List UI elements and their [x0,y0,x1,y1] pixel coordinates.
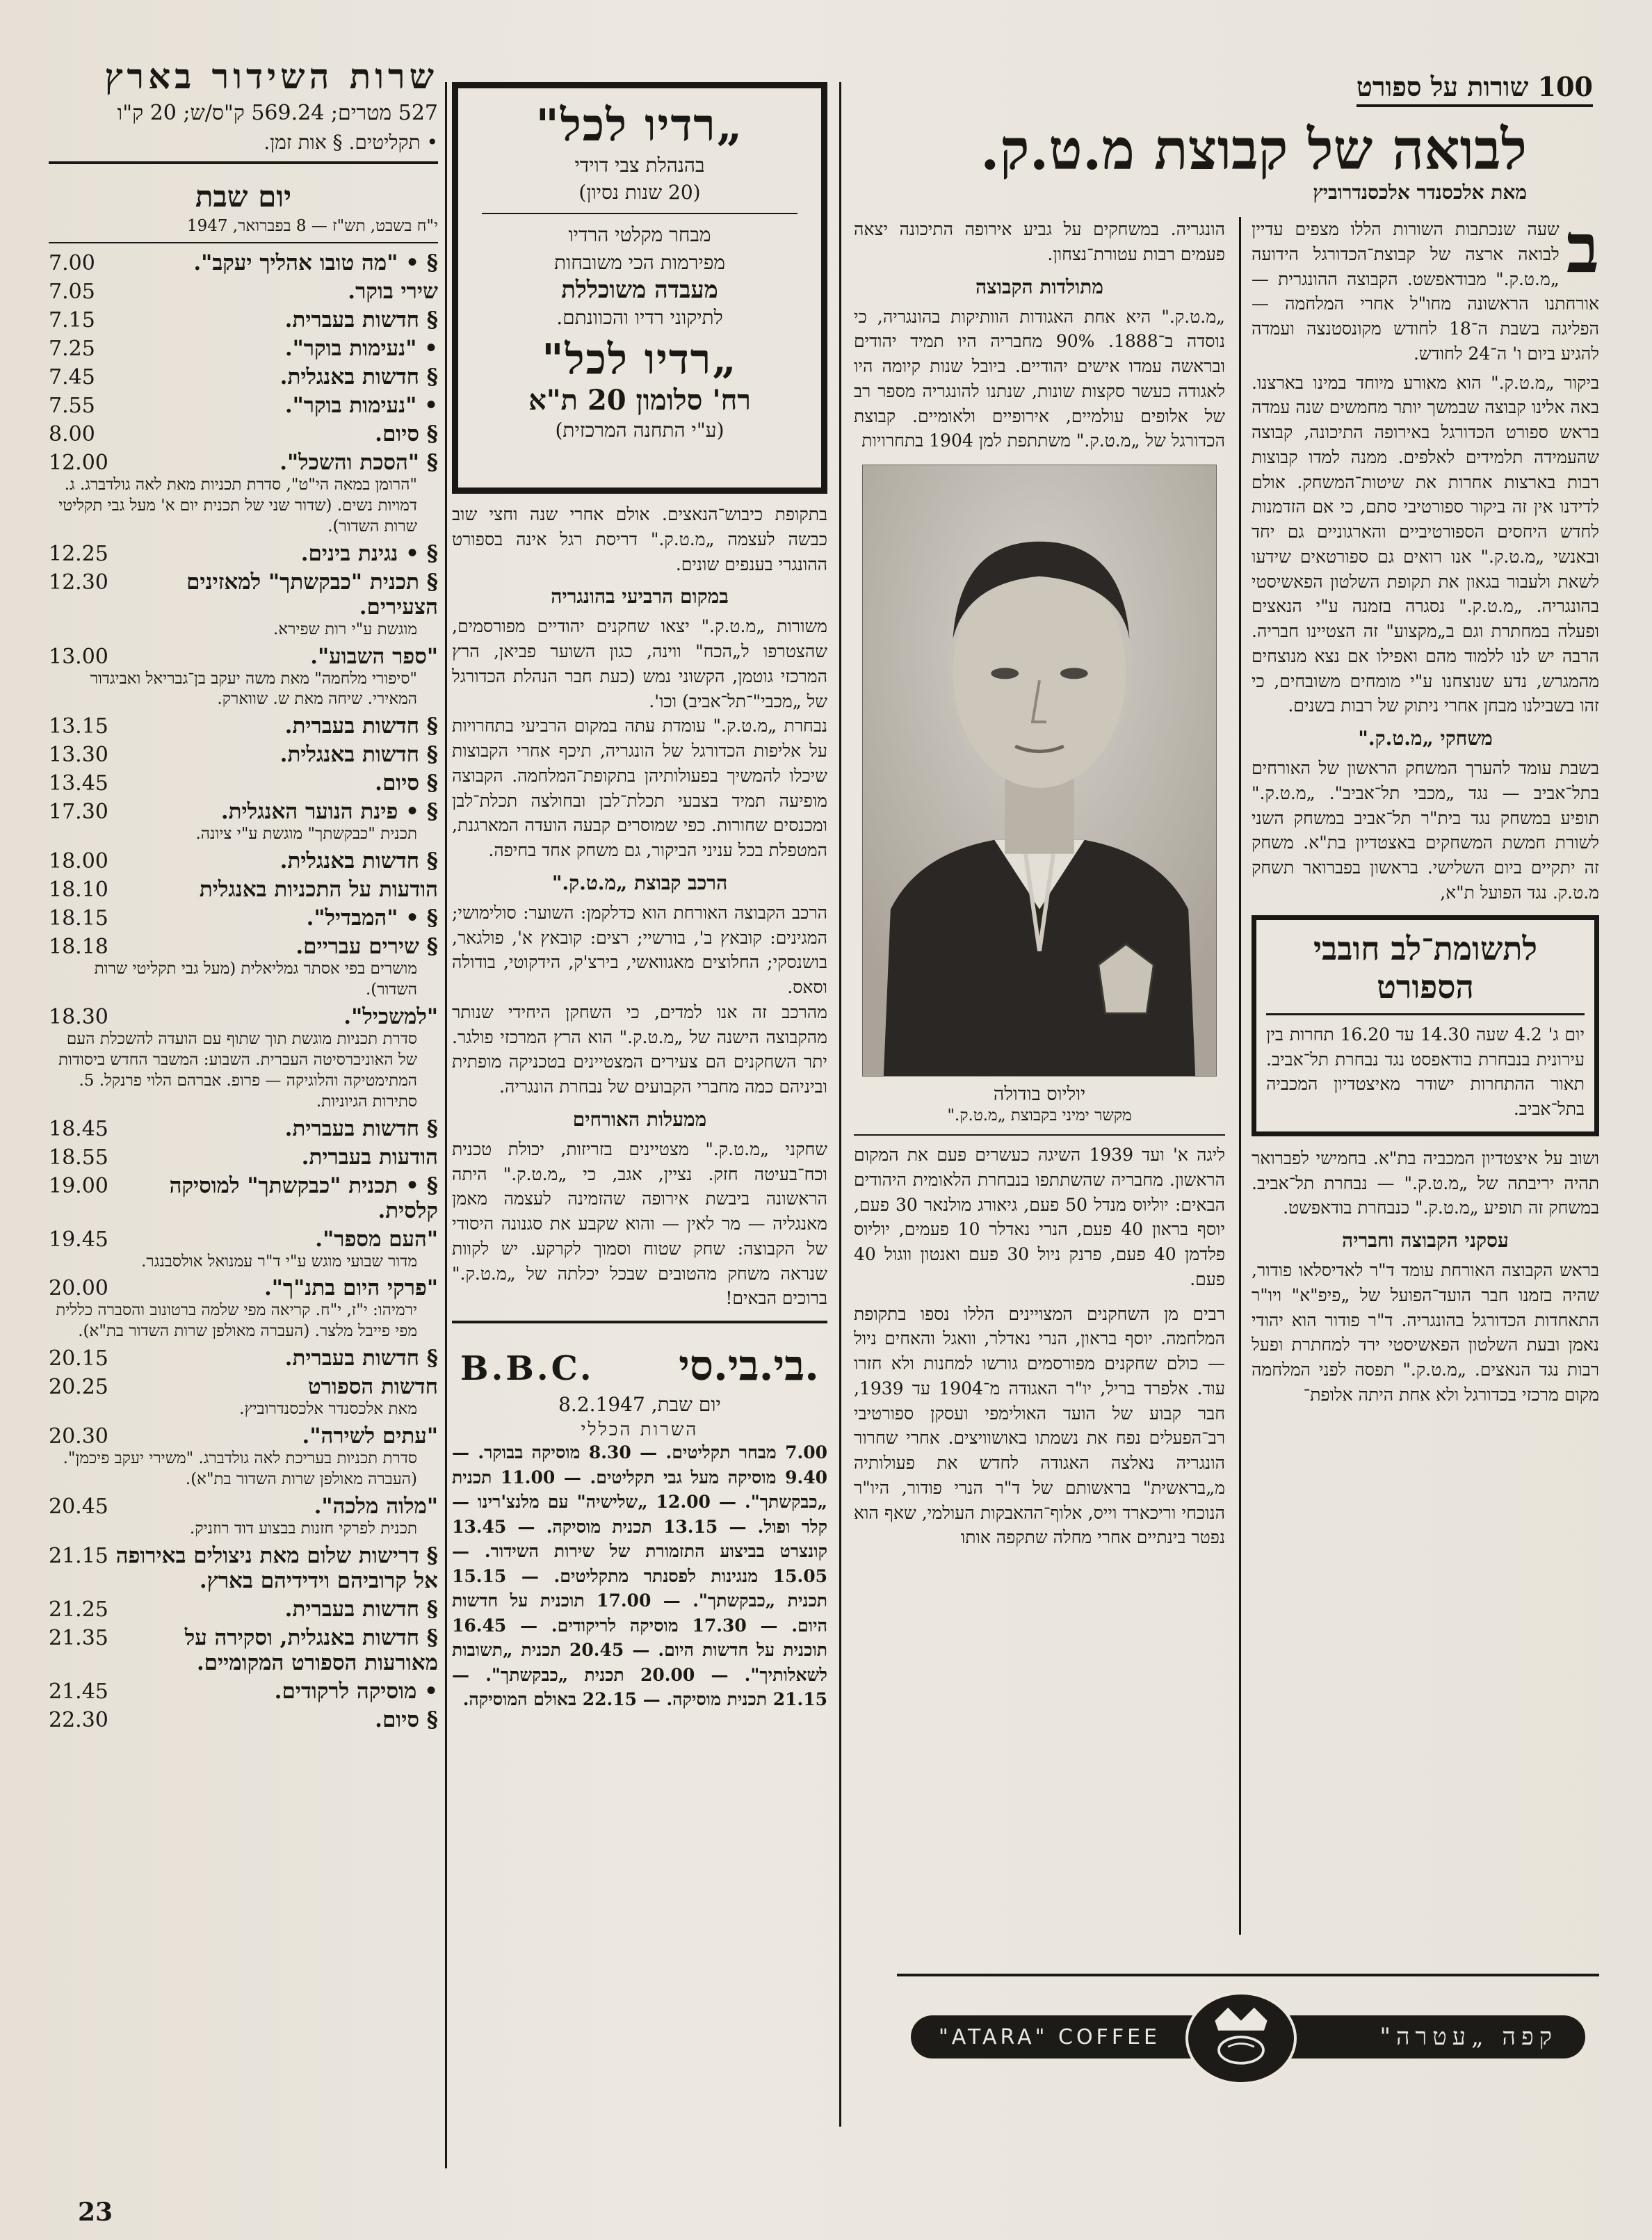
program-title: הודעות בעברית. [301,1144,438,1170]
program-item [49,364,438,389]
ad-line-2: מפירמות הכי משובחות [553,250,726,274]
radio-schedule-column [49,56,438,2184]
program-time: 21.35 [49,1625,108,1650]
program-title: § • פינת הנוער האנגלית. [220,799,438,825]
notice-text: יום ג' 4.2 שעה 14.30 עד 16.20 תחרות בין עירונית בנבחרת בודאפסט נגד נבחרת תל־אביב. תאור ההתחרות ישודר מאיצטדיון המכביה בתל־אביב. [1266,1024,1585,1120]
sports-fans-notice [1252,915,1599,1136]
program-title: § • תכנית "כבקשתך" למוסיקה קלסית. [169,1173,438,1223]
coffee-hebrew: קפה „עטרה" [1379,2023,1557,2051]
program-time: 18.00 [49,849,108,874]
program-time: 20.15 [49,1346,108,1371]
program-note: תכנית לפרקי חזנות בבצוע דוד רוזניק. [189,1519,417,1538]
program-item [49,1227,438,1273]
mid-paragraph-1: הונגריה. במשחקים על גביע אירופה התיכונה יצאה פעמים רבות עטורת־נצחון. [854,219,1225,264]
program-item [49,421,438,446]
ad-col-paragraph-4: הרכב הקבוצה האורחת הוא כדלקמן: השוער: סולימושי; המגינים: קובאץ ב', בורשיי; רצים: קובאץ א', פולגאר, בושנסקי; החלוצים מאגוואשי, בירצ'ק, הידקוטי, בודולה וסאס. [452,902,827,997]
program-time: 18.30 [49,1005,108,1030]
program-title: § דרישות שלום מאת ניצולים באירופה אל קרוביהם וידידיהם בארץ. [115,1542,438,1593]
program-list [49,250,438,1732]
column-divider [445,82,447,2168]
coffee-logo-icon [1185,1992,1297,2085]
program-note: סדרת תכניות בעריכת לאה גולדברג. "משירי יעקב פיכמן". (העברה מאולפן שרות השדור בת"א). [63,1449,417,1489]
article-byline: מאת אלכסנדר אלכסנדרוביץ [1313,181,1527,204]
program-item [49,742,438,767]
ad-line-1: מבחר מקלטי הרדיו [568,223,711,247]
program-time: 12.00 [49,451,108,475]
program-time: 18.10 [49,878,108,903]
program-time: 19.00 [49,1173,108,1198]
radio-lekol-ad [452,82,827,494]
program-item [49,1424,438,1490]
program-title: § שירים עבריים. [295,934,438,960]
program-note: מושרים בפי אסתר גמליאלית (מעל גבי תקליטי שרות השדור). [94,960,417,999]
program-title: • "נעימות בוקר". [284,336,438,361]
program-item [49,250,438,275]
program-item [49,307,438,332]
program-time: 7.00 [49,251,95,275]
ad-brand: „רדיו לכל" [535,99,744,152]
program-title: "פרקי היום בתנ"ך". [264,1275,438,1301]
program-item [49,450,438,538]
program-item [49,905,438,930]
program-title: • "נעימות בוקר". [284,393,438,418]
right-paragraph-5: בראש הקבוצה האורחת עומד ד"ר לאדיסלאו פודור, שהיה בזמנו חבר הועד־הפועל של „פיפ"א" ויו"ר התאחדות הכדורגל בהונגריה. ד"ר פודור הוא יהודי נאמן ובעת השלטון הפאשיסטי ירד למחתרת ופעל רבות נגד הנאצים. „מ.ט.ק." תפסה לפני המלחמה מקום מרכזי בכדורגל ולא אחת היתה אלופת־ [1252,1260,1599,1405]
program-title: § "הסכת והשכל". [280,450,438,475]
program-item [49,1374,438,1420]
program-item [49,1679,438,1704]
article-middle-column [854,217,1225,2143]
program-time: 19.45 [49,1227,108,1252]
player-portrait-image [863,465,1216,1076]
program-note: תכנית "כבקשתך" מוגשת ע"י ציונה. [195,825,417,844]
program-title: § חדשות בעברית. [284,1596,438,1622]
program-item [49,714,438,739]
ad-brand-2: „רדיו לכל" [542,335,738,384]
mid-paragraph-2: „מ.ט.ק." היא אחת האגודות הוותיקות בהונגריה, כי נוסדה ב־1888. 90% מחבריה היו תמיד יהודים ובראשה עמדו אישים יהודיים. ביובל שנות קיומה היו לאגודה כעשר סקצות שונות, שנתנו להונגריה מספר רב של אלופים עולמיים, אירופיים ולאומיים. קבוצת הכדורגל של „מ.ט.ק." משתתפת למן 1904 בתחרויות [854,306,1225,451]
program-item [49,1275,438,1342]
ad-line-3: לתיקוני רדיו והכוונתם. [556,305,723,329]
program-item [49,1494,438,1540]
program-time: 8.00 [49,422,95,446]
program-time: 7.15 [49,308,95,332]
program-item [49,644,438,711]
atara-coffee-ad [911,1974,1585,2057]
program-title: § • "המבדיל". [306,905,438,931]
program-item [49,771,438,796]
program-time: 7.55 [49,394,95,418]
bbc-hebrew: בי.בי.סי. [679,1341,819,1390]
program-item [49,1707,438,1732]
program-time: 21.15 [49,1543,108,1568]
right-paragraph-1: ב שעה שנכתבות השורות הללו מצפים עדיין לבואה ארצה של קבוצת־הכדורגל הידועה „מ.ט.ק." מבודאפשט. הקבוצה ההונגרית — אורחתנו הראשונה מחו"ל אחרי המלחמה — הפליגה בשבת ה־18 לחודש מקונסטנצה ועמדה להגיע ביום ו' ה־24 לחודש. [1252,217,1599,364]
program-item [49,393,438,418]
program-title: § סיום. [375,1707,438,1732]
ad-col-paragraph-6: שחקני „מ.ט.ק." מצטיינים בזריזות, יכולת טכנית וכח־בעיטה חזק. נציין, אגב, כי „מ.ט.ק." היתה הראשונה ביבשת אירופה שהזמינה לעצמה מאמן מאנגליה — מר לאין — והוא שקבע את סגנונה היסודי של הקבוצה: שחק שטוח וסמוך לקרקע. יש לקוות שנראה משחק מהטובים שבכל יכלתה של „מ.ט.ק." ברוכים הבאים! [452,1138,827,1309]
program-item [49,1173,438,1223]
dropcap-letter: ב [1566,217,1599,289]
radio-day: יום שבת [195,179,292,213]
right-subhead-1: משחקי „מ.ט.ק." [1358,727,1493,750]
radio-frequencies: 527 מטרים; 569.24 ק"ס/ש; 20 ק"ו [117,101,438,125]
article-right-column [1252,217,1599,2095]
program-title: "למשכיל". [343,1004,438,1030]
program-time: 20.45 [49,1494,108,1519]
program-time: 13.00 [49,644,108,669]
program-title: § תכנית "כבקשתך" למאזינים הצעירים. [186,569,438,620]
program-item [49,848,438,873]
program-item [49,1543,438,1593]
right-paragraph-3: בשבת עומד להערך המשחק הראשון של האורחים בתל־אביב — נגד „מכבי תל־אביב". „מ.ט.ק." תופיע במשחק נגד בית"ר תל־אביב במשחק השני לשורת חמשת המשחקים באצטדיון בת"א. משחק זה יתקיים ביום השלישי. בראשון בפברואר תשחק מ.ט.ק. נגד הפועל ת"א, [1252,758,1599,903]
ad-workshop: מעבדה משוכללת [561,275,718,304]
radio-date: י"ח בשבט, תש"ז — 8 בפברואר, 1947 [186,217,438,235]
program-note: "סיפורי מלחמה" מאת משה יעקב בן־גבריאל ואביגדור המאירי. שיחה מאת ש. שווארק. [90,669,417,709]
program-item [49,336,438,361]
mid-paragraph-4: רבים מן השחקנים המצויינים הללו נספו בתקופת המלחמה. יוסף בראון, הנרי נאדלר, וואגל והאחים ניול — כולם שחקנים מפורסמים גורשו למחנות ולא חזרו עוד. אלפרד בריל, יו"ר האגודה מ־1904 עד 1939, חבר קבוע של הועד האולימפי ועסקן ספורטיבי רב־הפעלים נפח את נשמתו באושוויצים. אחרי שחרור הונגריה נאלצה האגודה לחדש את פעולותיה מ„בראשית" בראשותם של ד"ר הנרי פודור, היו"ר הנוכחי וריכארד וייס, אלוף־ההאבקות העולמי, שאף הוא נפטר בינתיים אחרי מחלה שתקפה אותו [854,1303,1225,1548]
program-title: "מלוה מלכה". [314,1493,438,1519]
photo-caption: יוליוס בודולה [993,1083,1086,1105]
program-note: מוגשת ע"י רות שפירא. [273,620,417,638]
program-title: § חדשות באנגלית. [280,742,438,768]
program-item [49,1116,438,1141]
program-title: § חדשות בעברית. [284,1115,438,1141]
program-time: 20.25 [49,1375,108,1400]
mid-paragraph-3: ליגה א' ועד 1939 השיגה כעשרים פעם את המקום הראשון. מחבריה שהשתתפו בנבחרת הלאומית היהודים הבאים: יוליוס מנדל 50 פעם, גיאורג מולנאר 30 פעם, יוסף בראון 40 פעם, הנרי נאדלר 10 פעמים, יוליוס פלדמן 40 פעם, פרנק ניול 30 פעם ואנטון ווגול 40 פעם. [854,1145,1225,1289]
mid-subhead-1: מתולדות הקבוצה [975,275,1103,298]
ad-col-subhead-2: הרכב קבוצת „מ.ט.ק." [551,871,728,894]
program-title: § • נגינת בינים. [300,540,438,566]
ad-col-paragraph-3: נבחרת „מ.ט.ק." עומדת עתה במקום הרביעי בתחרויות על אליפות הכדורגל של הונגריה, תיכף אחרי הקבוצות שיכלו להמשיך בפעולותיהן בתקופת־המלחמה. הקבוצה מופיעה תמיד בצבעי תכלת־לבן ובחולצה תכלת־לבן ומכנסים שחורות. כפי שמוסרים קבעה הועדה המארגנת, המטפלת בכל עניני הביקור, גם משחק אחד בחיפה. [452,716,827,860]
program-item [49,1597,438,1622]
program-note: "הרומן במאה הי"ט", סדרת תכניות מאת לאה גולדברג. ג. דמויות נשים. (שדור שני של תכנית יום א' מעל גבי תקליטי שרות השדור). [58,476,417,535]
bbc-schedule: 7.00 מבחר תקליטים. — 8.30 מוסיקה בבוקר. — 9.40 מוסיקה מעל גבי תקליטים. — 11.00 תכנית „כבקשתך". — 12.00 „שלישיה" עם מלנצ'רינו — קלר ופול. — 13.15 תכנית מוסיקה. — 13.45 קונצרט בביצוע התזמורת של שירות השידור. — 15.05 מנגינות לפסנתר מתקליטים. — 15.15 תכנית „כבקשתך". — 17.00 תוכנית על חדשות היום. — 17.30 מוסיקה לריקודים. — 16.45 תוכנית על חדשות היום. — 20.45 תכנית „תשובות לשאלותיך". — 20.00 תכנית „כבקשתך". — 21.15 תכנית מוסיקה. — 22.15 באולם המוסיקה. [452,1442,827,1709]
program-time: 18.45 [49,1116,108,1141]
program-time: 7.45 [49,365,95,389]
right-paragraph-2: ביקור „מ.ט.ק." הוא מאורע מיוחד במינו בארצנו. באה אלינו קבוצה שבמשך יותר מחמשים שנה עמדה בראש ספורט הכדורגל באירופה התיכונה, קבוצה שהעמידה תלמידים לאלפים. ממנה למדו קבוצות רבות בארצות אחרות את שיטות־המשחק. אולם לדידנו אין זה ביקור ספורטיבי סתם, כי אם הזדמנות לחדש היחסים הספורטיביים והארגוניים גם יחד ובאנשי „מ.ט.ק." אנו רואים גם ספורטאים שידעו לשאת ולעבור בגאון את תקופת השלטון הפאשיסטי בהונגריה. „מ.ט.ק." נסגרה בזמנה ע"י הנאצים ופעלה במחתרת וגם ב„מקצוע" זה הצטיינו חבריה. הרבה יש לנו ללמוד מהם ואפילו אם נצא מנוצחים מהמגרש, נדע שנוצחנו ע"י מומחים משובחים, כי זהו בשבילנו מבחן אחרי ניתוק של רבות בשנים. [1252,372,1599,716]
program-time: 18.55 [49,1145,108,1170]
notice-title: לתשומת־לב חובבי הספורט [1313,929,1537,1006]
program-item [49,1145,438,1170]
program-note: סדרת תכניות מוגשת תוך שתוף עם הועדה להשכלת העם של האוניברסיטה העברית. השבוע: המשבר החדש ביסודות המתימטיקה והלוגיקה — פרופ. אברהם הלוי פרנקל. 5. סתירות הגיוניות. [58,1030,417,1111]
ad-col-subhead-1: במקום הרביעי בהונגריה [551,585,729,609]
ad-address: רח' סלומון 20 ת"א [528,383,751,417]
column-divider [1239,217,1241,1935]
program-item [49,799,438,845]
program-time: 13.30 [49,743,108,768]
ad-near: (ע"י התחנה המרכזית) [555,418,724,442]
program-item [49,541,438,566]
program-time: 21.45 [49,1679,108,1704]
program-time: 18.15 [49,906,108,931]
right-paragraph-4: ושוב על איצטדיון המכביה בת"א. בחמישי לפברואר תהיה יריבתה של „מ.ט.ק." — נבחרת תל־אביב. במשחק זה תופיע „מ.ט.ק." כנבחרת בודאפשט. [1252,1147,1599,1218]
ad-col-paragraph-1: בתקופת כיבוש־הנאצים. אולם אחרי שנה וחצי שוב כבשה לעצמה „מ.ט.ק." דריסת רגל אינה בספורט ההונגרי בענפים שונים. [452,504,827,574]
program-title: § חדשות באנגלית. [280,848,438,874]
coffee-english: "ATARA" COFFEE [939,2024,1160,2049]
program-item [49,934,438,1001]
column-divider [839,82,841,2127]
program-time: 17.30 [49,800,108,825]
program-note: ירמיהו: י"ז, י"ח. קריאה מפי שלמה ברטונוב והסברה כללית מפי פייבל מלצר. (העברה מאולפן שרות השדור בת"א). [56,1301,417,1341]
article-headline: לבואה של קבוצת מ.ט.ק. [980,117,1527,182]
program-item [49,570,438,640]
radio-legend: • תקליטים. § אות זמן. [264,131,438,154]
program-title: § סיום. [375,421,438,446]
right-subhead-2: עסקני הקבוצה וחבריה [1342,1229,1509,1252]
program-title: הודעות על התכניות באנגלית [199,877,438,903]
page-number: 23 [78,2198,113,2227]
program-title: § סיום. [375,771,438,796]
ad-years: (20 שנות נסיון) [578,181,701,204]
program-time: 12.25 [49,541,108,566]
program-time: 12.30 [49,570,108,595]
program-item [49,1625,438,1675]
ad-col-subhead-3: ממעלות האורחים [572,1107,707,1131]
program-title: "ספר השבוע". [310,643,438,669]
program-title: שירי בוקר. [348,279,438,304]
program-title: • מוסיקה לרקודים. [274,1678,438,1704]
program-time: 7.05 [49,280,95,304]
program-title: "העם מספר". [315,1226,438,1252]
program-title: חדשות הספורט [307,1374,438,1400]
bbc-header [452,1341,827,1390]
program-title: § חדשות באנגלית. [280,364,438,389]
program-title: § חדשות בעברית. [284,1346,438,1371]
section-tag: 100 שורות על ספורט [1357,71,1593,107]
bbc-section: השרות הכללי [581,1419,699,1440]
program-title: "עתים לשירה". [302,1424,438,1449]
bbc-english: B.B.C. [460,1349,594,1388]
program-title: § חדשות בעברית. [284,307,438,332]
program-time: 18.18 [49,935,108,960]
program-time: 21.25 [49,1597,108,1622]
ad-col-paragraph-5: מהרכב זה אנו למדים, כי השחקן היחידי שנותר מהקבוצה הישנה של „מ.ט.ק." הוא הרץ המרכזי פולגר. יתר השחקנים הם צעירים המצטיינים בטכניקה מופתית וביניהם כמה מחברי הקבועים של נבחרת הונגריה. [452,1001,827,1097]
program-item [49,279,438,304]
program-item [49,1346,438,1371]
program-time: 13.45 [49,771,108,796]
ad-management: בהנהלת צבי דוידי [574,154,705,177]
program-time: 20.00 [49,1276,108,1301]
program-title: § חדשות בעברית. [284,714,438,739]
program-title: § • "מה טובו אהליך יעקב". [193,250,438,275]
ads-column [452,82,827,2168]
player-photo [862,465,1217,1077]
program-item [49,877,438,902]
program-time: 13.15 [49,714,108,739]
program-note: מאת אלכסנדר אלכסנדרוביץ. [239,1400,417,1419]
program-item [49,1004,438,1113]
program-note: מדור שבועי מוגש ע"י ד"ר עמנואל אולסבנגר. [141,1252,417,1271]
radio-title: שרות השידור בארץ [104,56,438,97]
program-time: 7.25 [49,337,95,361]
bbc-date: יום שבת, 8.2.1947 [558,1393,721,1416]
ad-col-paragraph-2: משורות „מ.ט.ק." יצאו שחקנים יהודיים מפורסמים, שהצטרפו ל„הכח" ווינה, כגון השוער פביאן, הרץ המרכזי גוטמן, הקשוני נמש (כעת חבר הנהלת הכדורגל של „מכבי"־תל־אביב) וכו'. [452,616,827,711]
program-title: § חדשות באנגלית, וסקירה על מאורעות הספורט המקומיים. [184,1625,438,1675]
photo-caption-sub: מקשר ימיני בקבוצת „מ.ט.ק." [947,1106,1132,1125]
program-time: 22.30 [49,1707,108,1732]
program-time: 20.30 [49,1424,108,1449]
